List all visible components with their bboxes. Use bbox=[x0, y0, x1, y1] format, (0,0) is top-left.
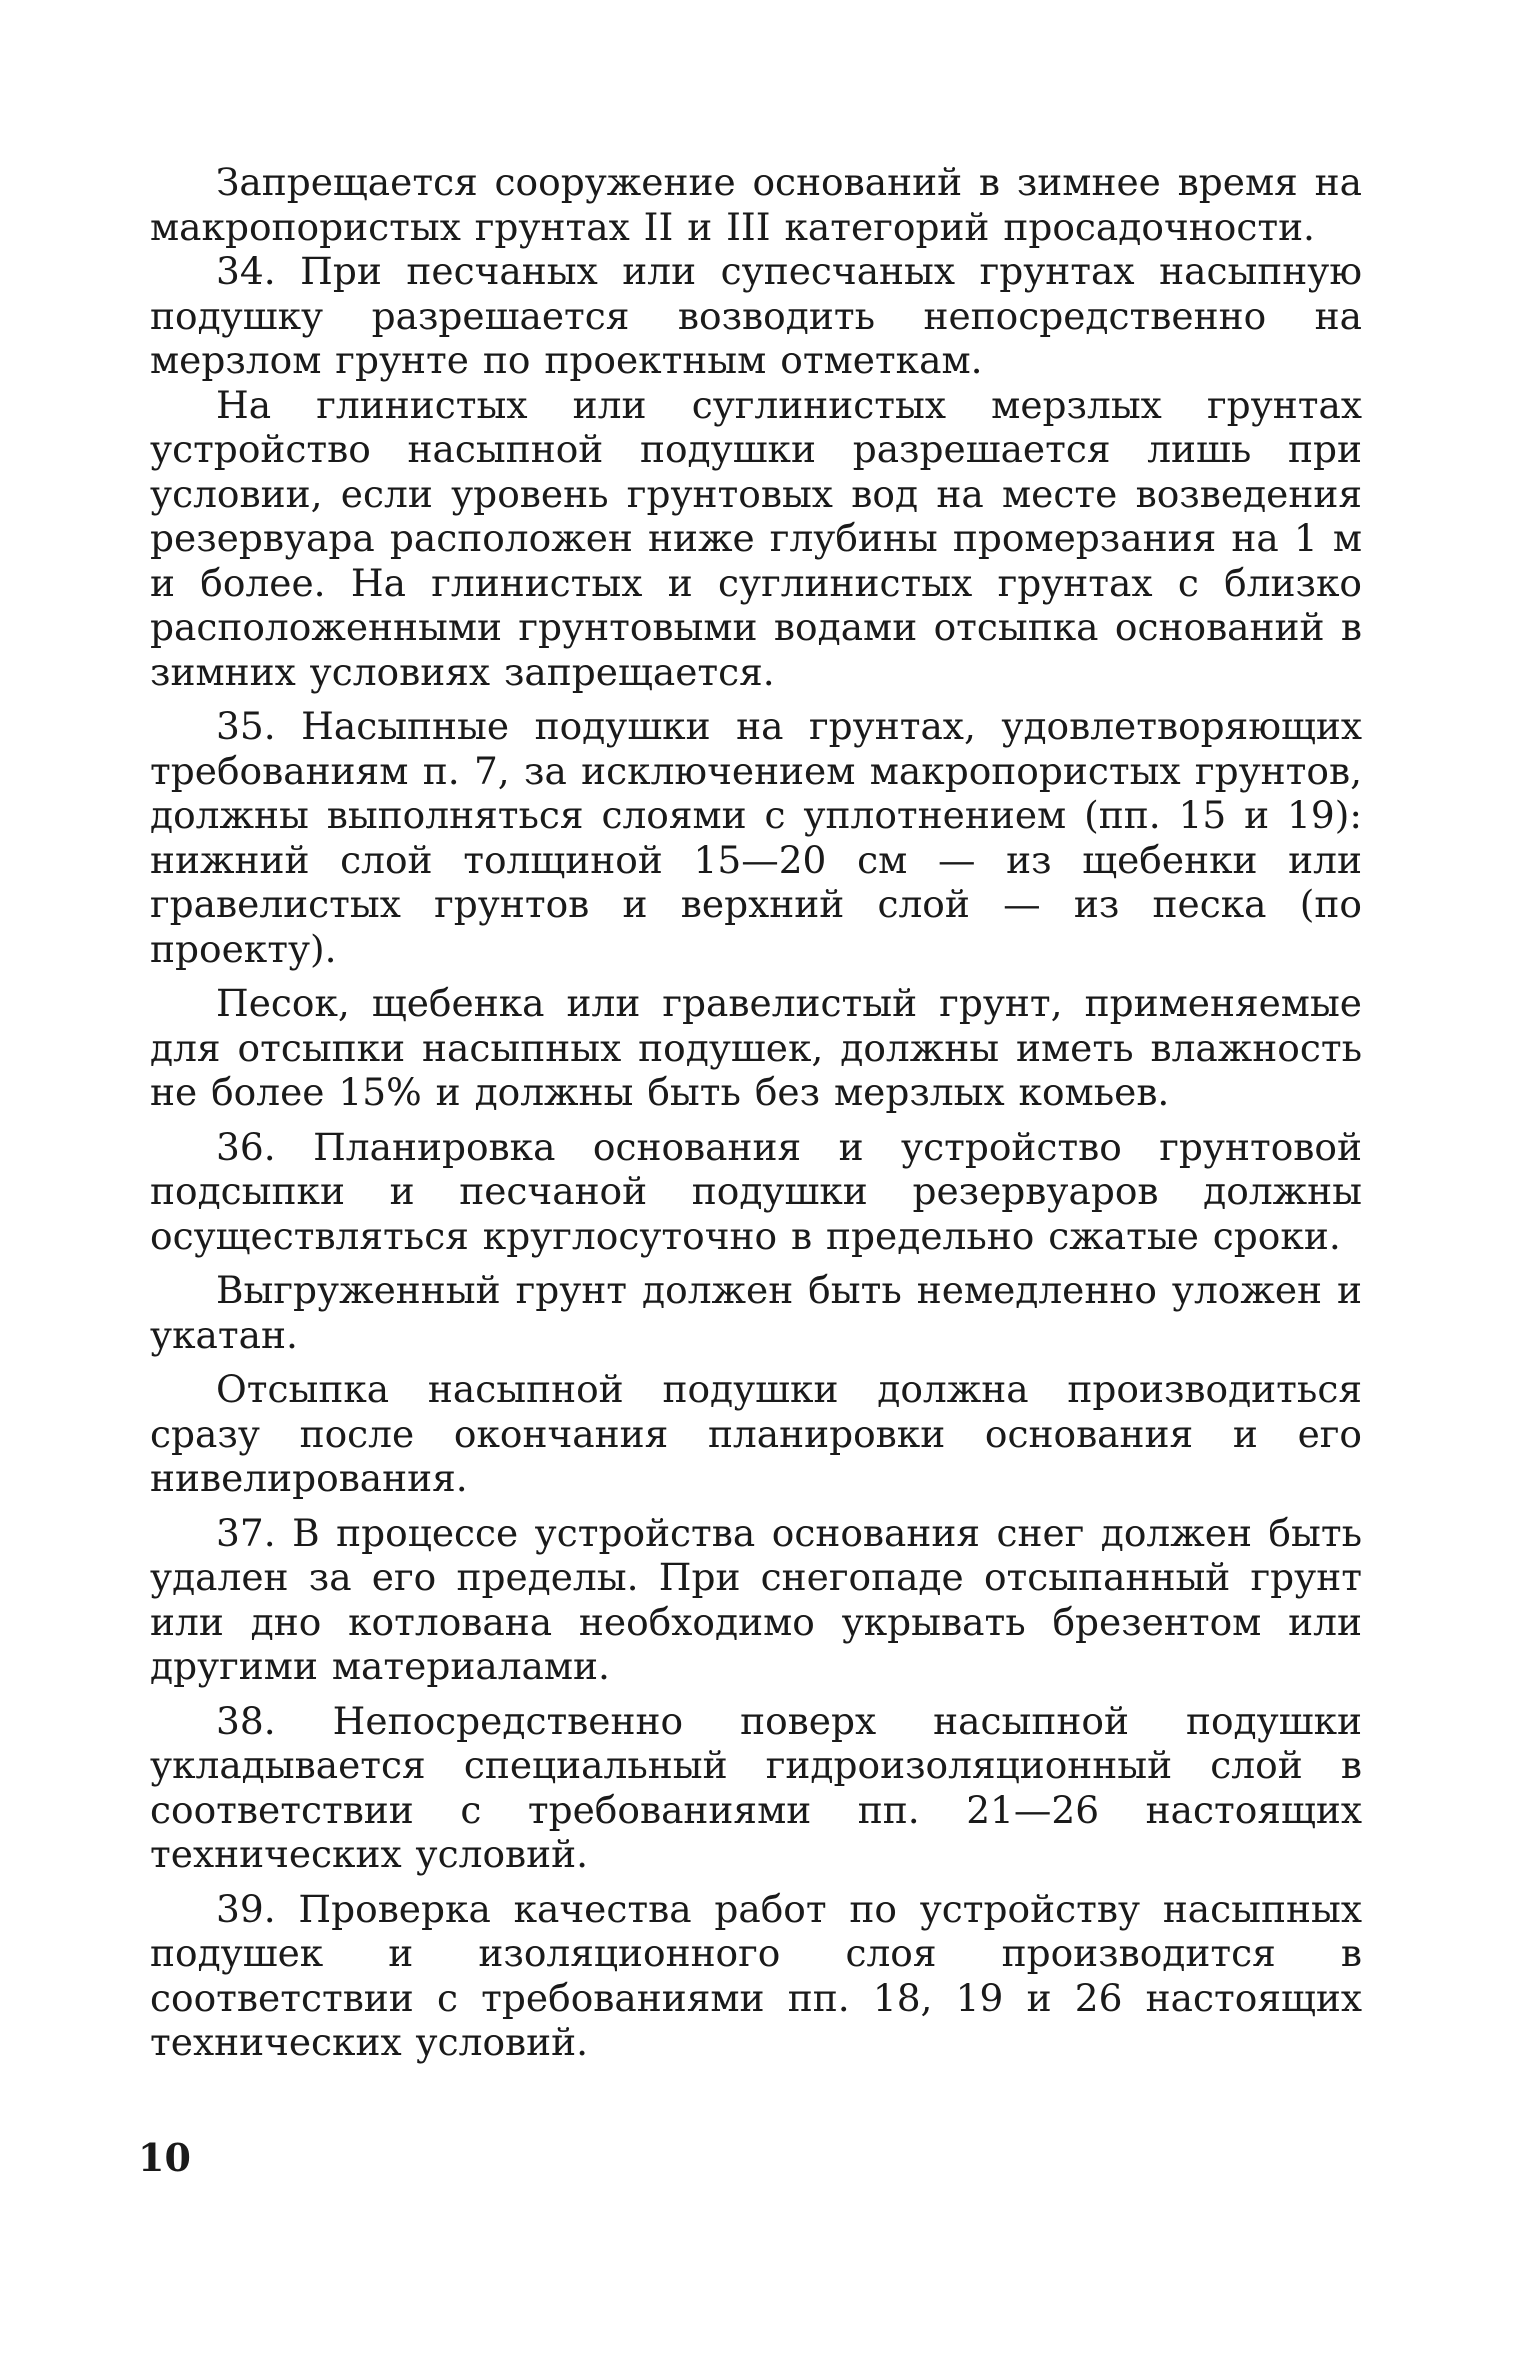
paragraph-38: 38. Непосредственно поверх насыпной подушки укладывается специальный гидроизоляционный слой в соответствии с требованиями пп. 21—26 настоящих технических условий. bbox=[150, 1698, 1362, 1876]
document-body bbox=[150, 160, 1362, 2065]
paragraph-39: 39. Проверка качества работ по устройству насыпных подушек и изоляционного слоя производится в соответствии с требованиями пп. 18, 19 и 26 настоящих технических условий. bbox=[150, 1886, 1362, 2064]
paragraph-sand-moisture: Песок, щебенка или гравелистый грунт, применяемые для отсыпки насыпных подушек, должны иметь влажность не более 15% и должны быть без мерзлых комьев. bbox=[150, 981, 1362, 1114]
paragraph-clay-soils: На глинистых или суглинистых мерзлых грунтах устройство насыпной подушки разрешается лишь при условии, если уровень грунтовых вод на месте возведения резервуара расположен ниже глубины промерзания на 1 м и более. На глинистых и суглинистых грунтах с близко расположенными грунтовыми водами отсыпка оснований в зимних условиях запрещается. bbox=[150, 382, 1362, 694]
paragraph-34: 34. При песчаных или супесчаных грунтах насыпную подушку разрешается возводить непосредственно на мерзлом грунте по проектным отметкам. bbox=[150, 249, 1362, 382]
paragraph-fill-after-leveling: Отсыпка насыпной подушки должна производиться сразу после окончания планировки основания и его нивелирования. bbox=[150, 1367, 1362, 1500]
page-number: 10 bbox=[138, 2135, 191, 2180]
paragraph-37: 37. В процессе устройства основания снег должен быть удален за его пределы. При снегопаде отсыпанный грунт или дно котлована необходимо укрывать брезентом или другими материалами. bbox=[150, 1510, 1362, 1688]
paragraph-prohibition-winter: Запрещается сооружение оснований в зимнее время на макропористых грунтах II и III категорий просадочности. bbox=[150, 160, 1362, 249]
paragraph-35: 35. Насыпные подушки на грунтах, удовлетворяющих требованиям п. 7, за исключением макропористых грунтов, должны выполняться слоями с уплотнением (пп. 15 и 19): нижний слой толщиной 15—20 см — из щебенки или гравелистых грунтов и верхний слой — из песка (по проекту). bbox=[150, 704, 1362, 971]
paragraph-unloaded-soil: Выгруженный грунт должен быть немедленно уложен и укатан. bbox=[150, 1268, 1362, 1357]
paragraph-36: 36. Планировка основания и устройство грунтовой подсыпки и песчаной подушки резервуаров должны осуществляться круглосуточно в предельно сжатые сроки. bbox=[150, 1124, 1362, 1258]
